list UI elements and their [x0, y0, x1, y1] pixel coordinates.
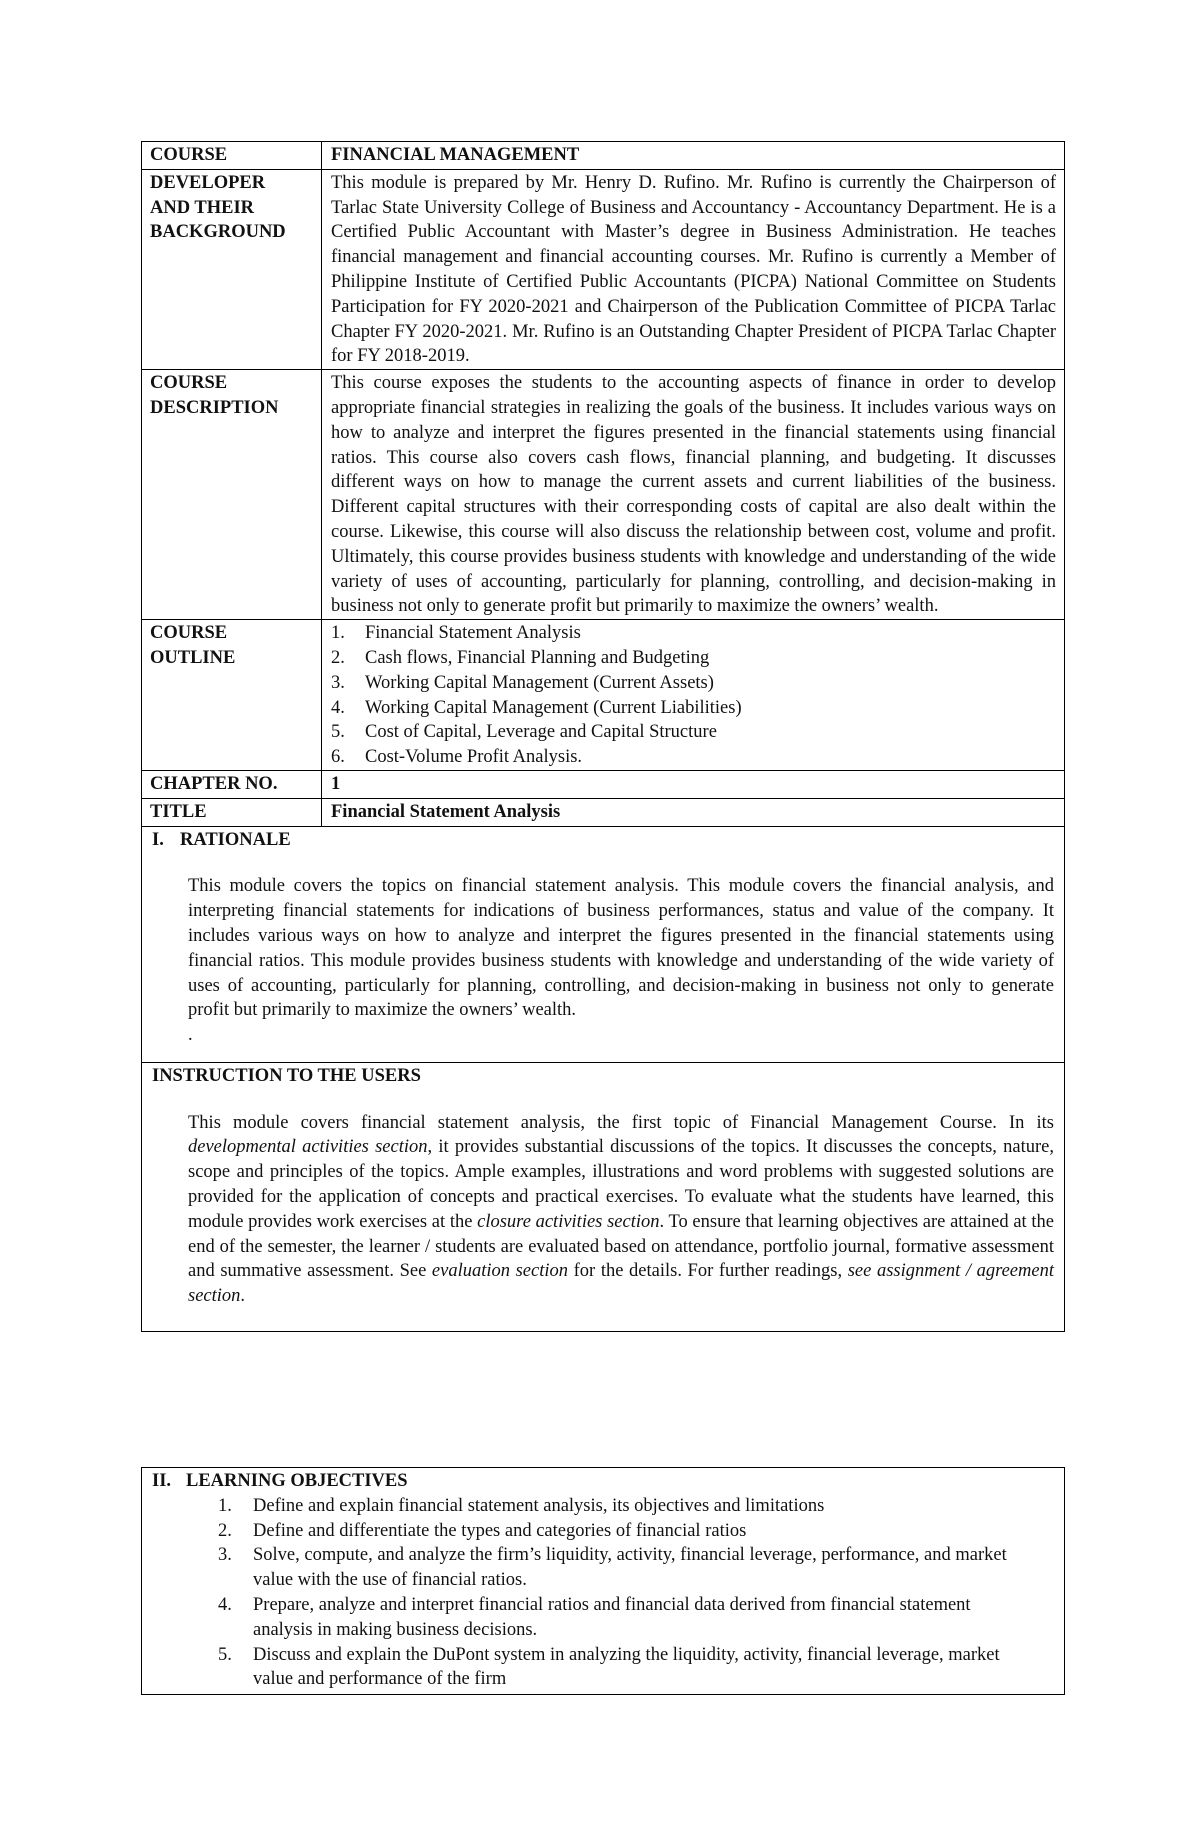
rationale-section — [142, 827, 1064, 1063]
outline-label — [142, 620, 322, 770]
rationale-text: This module covers the topics on financial statement analysis. This module covers the financial analysis, and interpreting financial statements for indications of business performances, status and value of the company. It includes various ways on how to analyze and interpret the figures presented in the financial statements using financial ratios. This module provides business students with knowledge and understanding of the wide variety of uses of accounting, particularly for planning, controlling, and decision-making in business not only to generate profit but primarily to maximize the owners’ wealth. — [188, 876, 1054, 1021]
developer-label-line: AND THEIR — [150, 197, 254, 218]
list-item-text: Cash flows, Financial Planning and Budgeting — [365, 647, 710, 668]
list-item-number: 4. — [218, 1594, 232, 1615]
list-item-number: 1. — [218, 1495, 232, 1516]
developer-label — [142, 170, 322, 369]
list-item-text: Prepare, analyze and interpret financial ratios and financial data derived from financial statement analysis in making business decisions. — [253, 1594, 971, 1640]
developer-text: This module is prepared by Mr. Henry D. Rufino. Mr. Rufino is currently the Chairperson of Tarlac State University College of Business and Accountancy - Accountancy Department. He is a Certified Public Accountant with Master’s degree in Business Administration. He teaches financial management and financial accounting courses. Mr. Rufino is currently a Member of Philippine Institute of Certified Public Accountants (PICPA) National Committee on Students Participation for FY 2020-2021 and Chairperson of the Publication Committee of PICPA Tarlac Chapter FY 2020-2021. Mr. Rufino is an Outstanding Chapter President of PICPA Tarlac Chapter for FY 2018-2019. — [331, 172, 1056, 367]
description-label — [142, 370, 322, 619]
title-value: Financial Statement Analysis — [331, 801, 561, 822]
list-item — [218, 1543, 1054, 1593]
list-item-text: Working Capital Management (Current Liabilities) — [365, 697, 742, 718]
list-item-number: 3. — [331, 672, 345, 693]
course-label: COURSE — [142, 142, 322, 169]
outline-label-line: COURSE — [150, 623, 228, 644]
list-item-text: Discuss and explain the DuPont system in analyzing the liquidity, activity, financial leverage, market value and performance of the firm — [253, 1644, 1000, 1690]
list-item-number: 4. — [331, 697, 345, 718]
instruction-text-part: . — [240, 1286, 246, 1307]
objectives-roman: II. — [152, 1471, 172, 1491]
rationale-roman: I. — [152, 829, 164, 850]
learning-objectives-box — [141, 1467, 1065, 1695]
instruction-emphasis: see assignment / agreement section — [188, 1261, 1054, 1307]
list-item — [218, 1494, 1054, 1519]
list-item-number: 1. — [331, 623, 345, 644]
list-item-text: Financial Statement Analysis — [365, 623, 581, 644]
list-item — [218, 1593, 1054, 1643]
outline-content — [322, 620, 1064, 770]
list-item — [331, 621, 1056, 646]
course-value: FINANCIAL MANAGEMENT — [331, 145, 580, 165]
list-item-text: Cost of Capital, Leverage and Capital Structure — [365, 722, 717, 743]
title-row — [142, 799, 1064, 827]
instruction-emphasis: evaluation section — [431, 1261, 569, 1282]
instruction-text-part: , it provides substantial discussions of the topics. It discusses the concepts, nature, scope and principles of the topics. Ample examples, illustrations and word problems with suggested solutions are provided for the application of concepts and practical exercises. To evaluate what the students have learned, this module provides work exercises at the — [188, 1137, 1055, 1232]
objectives-heading-text: LEARNING OBJECTIVES — [186, 1471, 408, 1491]
chapter-row — [142, 771, 1064, 799]
developer-label-line: DEVELOPER — [150, 172, 266, 193]
description-row — [142, 370, 1064, 620]
list-item-number: 5. — [218, 1644, 232, 1665]
objectives-list — [152, 1494, 1054, 1692]
rationale-trailing: . — [188, 1025, 193, 1046]
instruction-text — [152, 1111, 1054, 1309]
instruction-text-part: for the details. For further readings, — [568, 1261, 848, 1282]
course-info-table — [141, 141, 1065, 1332]
description-label-line: DESCRIPTION — [150, 397, 279, 418]
list-item — [331, 646, 1056, 671]
list-item-number: 6. — [331, 747, 345, 768]
list-item-number: 2. — [331, 647, 345, 668]
objectives-heading — [152, 1469, 1054, 1494]
developer-row — [142, 170, 1064, 370]
instruction-emphasis: closure activities section — [477, 1211, 660, 1232]
developer-label-line: BACKGROUND — [150, 222, 286, 243]
list-item-text: Working Capital Management (Current Assets) — [365, 672, 714, 693]
instruction-text-part: . To ensure that learning objectives are attained at the end of the semester, the learner / students are evaluated based on attendance, portfolio journal, formative assessment and summative assessment. See — [188, 1211, 1054, 1282]
list-item-number: 5. — [331, 722, 345, 743]
rationale-heading-text: RATIONALE — [180, 829, 291, 850]
chapter-value: 1 — [331, 773, 341, 794]
list-item — [331, 720, 1056, 745]
list-item — [218, 1519, 1054, 1544]
rationale-heading — [152, 828, 1054, 853]
chapter-label: CHAPTER NO. — [142, 771, 322, 798]
description-label-line: COURSE — [150, 373, 228, 394]
outline-row — [142, 620, 1064, 771]
outline-list — [331, 621, 1056, 770]
list-item-text: Define and differentiate the types and categories of financial ratios — [253, 1520, 747, 1541]
list-item-text: Solve, compute, and analyze the firm’s liquidity, activity, financial leverage, performance, and market value with the use of financial ratios. — [253, 1545, 1007, 1591]
list-item-number: 3. — [218, 1545, 232, 1566]
instruction-emphasis: developmental activities section — [188, 1137, 428, 1158]
instruction-section — [142, 1063, 1064, 1331]
list-item — [331, 696, 1056, 721]
list-item — [331, 745, 1056, 770]
list-item-number: 2. — [218, 1520, 232, 1541]
list-item-text: Cost-Volume Profit Analysis. — [365, 747, 583, 768]
list-item — [331, 671, 1056, 696]
course-row — [142, 142, 1064, 170]
list-item — [218, 1643, 1054, 1693]
title-label: TITLE — [142, 799, 322, 826]
instruction-text-part: This module covers financial statement analysis, the first topic of Financial Management Course. In its — [188, 1112, 1054, 1133]
description-text: This course exposes the students to the accounting aspects of finance in order to develop appropriate financial strategies in realizing the goals of the business. It includes various ways on how to analyze and interpret the figures presented in the financial statements using financial ratios. This course also covers cash flows, financial planning, and budgeting. It discusses different ways on how to manage the current assets and current liabilities of the business. Different capital structures with their corresponding costs of capital are also dealt within the course. Likewise, this course will also discuss the relationship between cost, volume and profit. Ultimately, this course provides business students with knowledge and understanding of the wide variety of uses of accounting, particularly for planning, controlling, and decision-making in business not only to generate profit but primarily to maximize the owners’ wealth. — [331, 373, 1056, 617]
list-item-text: Define and explain financial statement analysis, its objectives and limitations — [253, 1495, 825, 1516]
instruction-heading: INSTRUCTION TO THE USERS — [152, 1065, 421, 1086]
outline-label-line: OUTLINE — [150, 647, 236, 668]
